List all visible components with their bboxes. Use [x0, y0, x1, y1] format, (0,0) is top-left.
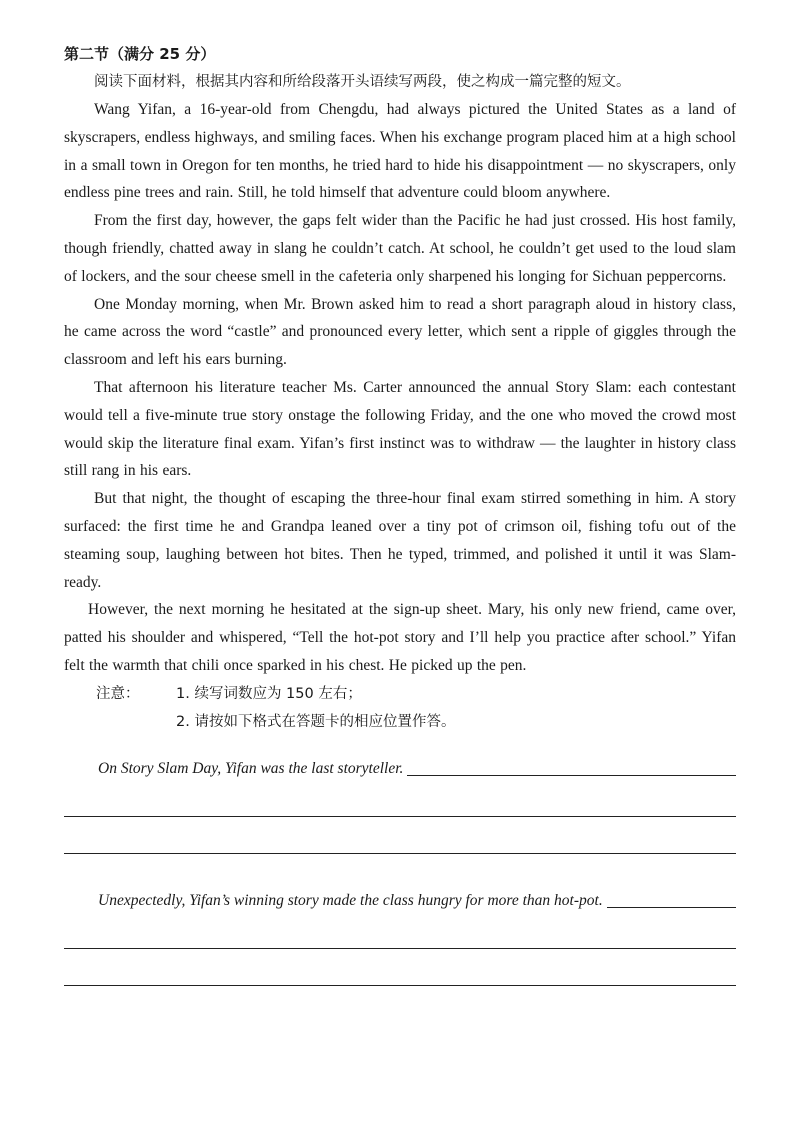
answer-line[interactable] — [407, 774, 736, 776]
note-row-1 — [64, 680, 736, 708]
paragraph-starter-1: On Story Slam Day, Yifan was the last storyteller. — [98, 759, 404, 777]
answer-line[interactable] — [64, 817, 736, 854]
passage-paragraph-5: But that night, the thought of escaping the three-hour final exam stirred something in him. A story surfaced: the first time he and Grandpa leaned over a tiny pot of crimson oil, fishing tofu out of the steaming soup, laughing between hot bites. Then he typed, trimmed, and polished it until it was Slam-ready. — [64, 490, 736, 591]
passage-paragraph-6: However, the next morning he hesitated at the sign-up sheet. Mary, his only new friend, came over, patted his shoulder and whispered, “Tell the hot-pot story and I’ll help you practice after school.” Yifan felt the warmth that chili once sparked in his chest. He picked up the pen. — [64, 601, 736, 674]
answer-section-2 — [64, 882, 736, 986]
note-item-1: 1. 续写词数应为 150 左右； — [176, 685, 362, 702]
task-instruction: 阅读下面材料，根据其内容和所给段落开头语续写两段，使之构成一篇完整的短文。 — [94, 74, 631, 90]
answer-line[interactable] — [607, 906, 736, 908]
starter-row-1 — [64, 750, 736, 780]
answer-section-1 — [64, 750, 736, 854]
note-row-2 — [64, 708, 736, 736]
reading-passage — [64, 96, 736, 680]
answer-line[interactable] — [64, 780, 736, 817]
answer-line[interactable] — [64, 949, 736, 986]
passage-paragraph-3: One Monday morning, when Mr. Brown asked him to read a short paragraph aloud in history class, he came across the word “castle” and pronounced every letter, which sent a ripple of giggles through the classroom and left his ears burning. — [64, 295, 736, 369]
section-title: 第二节（满分 25 分） — [64, 45, 216, 63]
passage-paragraph-1: Wang Yifan, a 16-year-old from Chengdu, had always pictured the United States as a land of skyscrapers, endless highways, and smiling faces. When his exchange program placed him at a high school in a small town in Oregon for ten months, he tried hard to hide his disappointment — no skyscrapers, only endless pine trees and rain. Still, he told himself that adventure could bloom anywhere. — [64, 101, 736, 202]
note-item-2: 2. 请按如下格式在答题卡的相应位置作答。 — [176, 713, 456, 730]
answer-line[interactable] — [64, 912, 736, 949]
exam-page — [64, 40, 736, 986]
paragraph-starter-2: Unexpectedly, Yifan’s winning story made the class hungry for more than hot-pot. — [98, 891, 603, 909]
notes-block — [64, 680, 736, 736]
notes-label: 注意： — [96, 685, 140, 702]
passage-paragraph-2: From the first day, however, the gaps felt wider than the Pacific he had just crossed. His host family, though friendly, chatted away in slang he couldn’t catch. At school, he couldn’t get used to the loud slam of lockers, and the sour cheese smell in the cafeteria only sharpened his longing for Sichuan peppercorns. — [64, 212, 736, 285]
passage-paragraph-4: That afternoon his literature teacher Ms. Carter announced the annual Story Slam: each contestant would tell a five-minute true story onstage the following Friday, and the one who moved the crowd most would skip the literature final exam. Yifan’s first instinct was to withdraw — the laughter in history class still rang in his ears. — [64, 378, 736, 480]
starter-row-2 — [64, 882, 736, 912]
